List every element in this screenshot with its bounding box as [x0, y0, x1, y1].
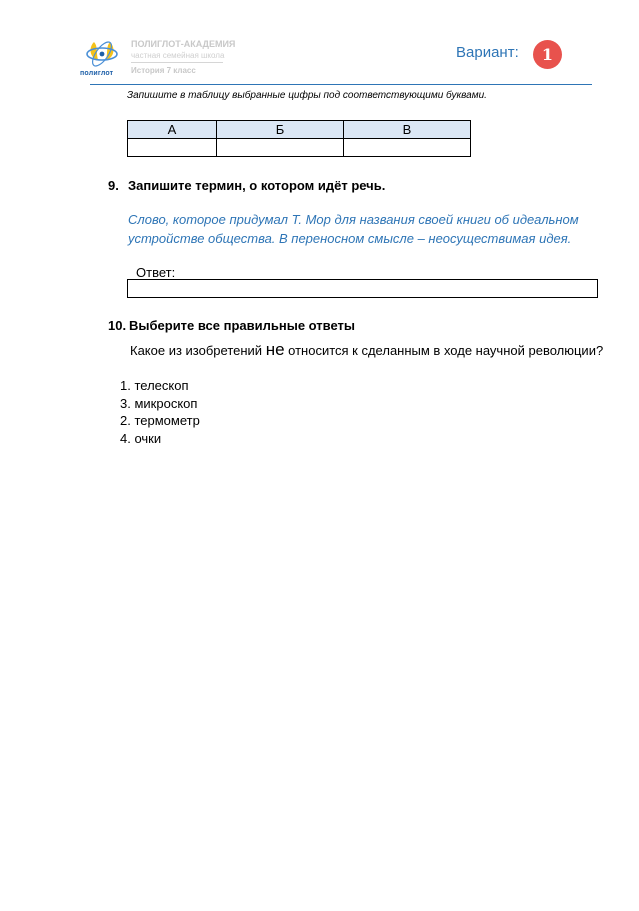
q10-option-text: микроскоп [134, 395, 198, 411]
answer-cell-a[interactable] [128, 139, 217, 157]
q10-option[interactable] [120, 412, 200, 430]
q10-option-text: термометр [134, 413, 200, 428]
q10-option[interactable] [120, 430, 200, 448]
org-subtitle: частная семейная школа [131, 51, 225, 60]
q9-title: Запишите термин, о котором идёт речь. [128, 178, 386, 193]
q10-number: 10. [108, 318, 127, 333]
q10-question-start: Какое из изобретений [130, 343, 266, 358]
q9-text: Слово, которое придумал Т. Мор для названия своей книги об идеальном устройстве общества. В переносном смысле – неосуществимая идея. [128, 212, 579, 246]
q9-number: 9. [108, 178, 119, 193]
q10-option-number: 3. [120, 395, 131, 411]
school-logo [84, 38, 120, 72]
org-name: ПОЛИГЛОТ-АКАДЕМИЯ [131, 39, 236, 49]
q9-answer-label: Ответ: [136, 265, 176, 280]
q10-question-emphasis: не [265, 340, 285, 359]
course-name: История 7 класс [131, 66, 196, 75]
q10-options [120, 377, 200, 447]
q10-option-text: очки [134, 430, 162, 446]
answer-table-col-b: Б [217, 121, 344, 139]
q10-option[interactable] [120, 395, 200, 413]
logo-caption: полиглот [80, 70, 114, 77]
answer-table-header-row [128, 121, 471, 139]
variant-number-badge: 1 [533, 40, 562, 69]
answer-table [127, 120, 471, 157]
q9-answer-field[interactable] [127, 279, 598, 298]
answer-table-col-v: В [344, 121, 471, 139]
answer-table-input-row [128, 139, 471, 157]
q10-option-number: 2. [120, 413, 131, 428]
answer-cell-v[interactable] [344, 139, 471, 157]
q10-option[interactable] [120, 377, 200, 395]
variant-label: Вариант: [456, 44, 519, 61]
q10-question-end: относится к сделанным в ходе научной революции? [284, 343, 604, 358]
q10-option-number: 4. [120, 430, 131, 446]
q10-option-text: телескоп [134, 378, 189, 393]
org-divider [131, 62, 223, 63]
q10-title: Выберите все правильные ответы [129, 318, 356, 333]
q10-option-number: 1. [120, 378, 131, 393]
q8-instruction: Запишите в таблицу выбранные цифры под соответствующими буквами. [127, 90, 487, 101]
answer-cell-b[interactable] [217, 139, 344, 157]
logo-emblem-icon [84, 38, 120, 72]
q10-question [130, 340, 603, 360]
answer-table-col-a: А [128, 121, 217, 139]
header-divider [90, 84, 592, 85]
